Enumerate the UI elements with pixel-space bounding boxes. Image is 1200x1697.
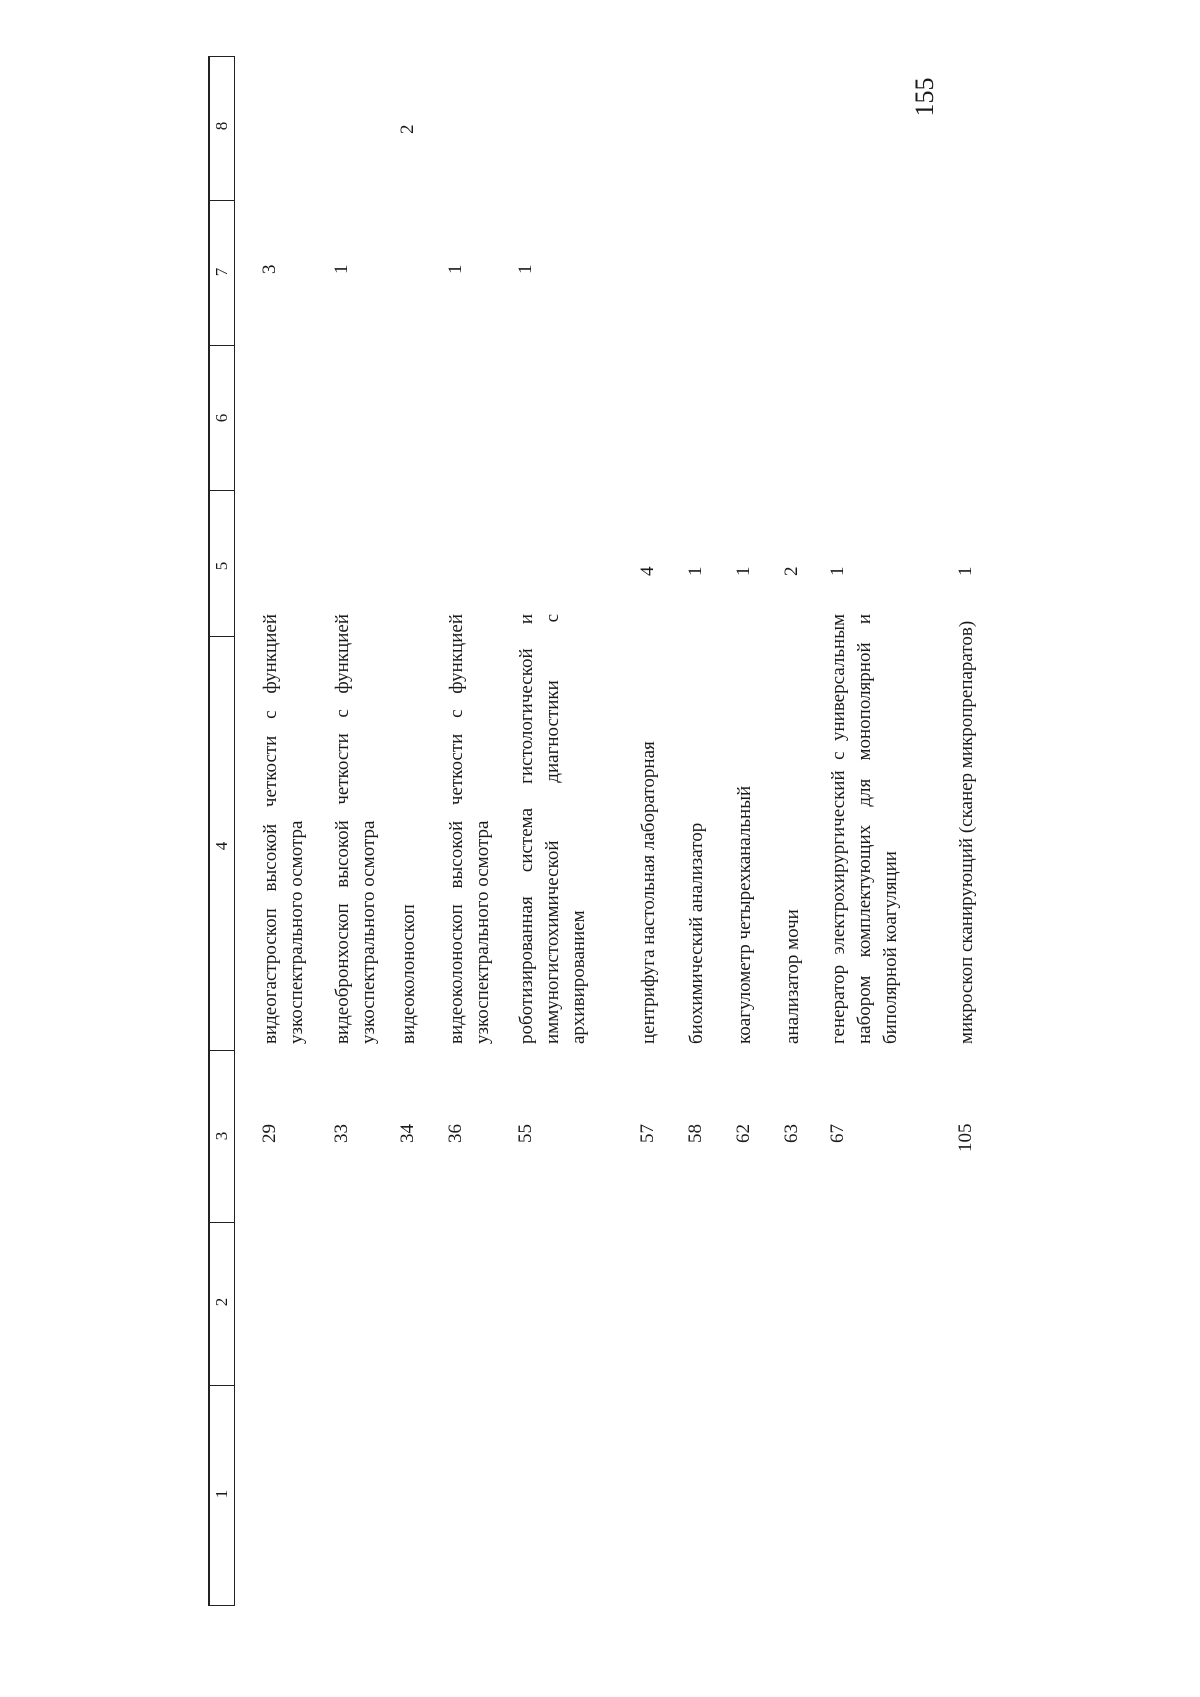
item-description: генератор электрохирургический с универсальным набором комплектующих для монополярной и биполярной коагуляции (828, 614, 901, 1044)
column-header-6: 6 (212, 413, 231, 423)
quantity-col5: 2 (781, 566, 802, 576)
item-description: биохимический анализатор (686, 822, 707, 1044)
row-number: 63 (781, 1124, 802, 1143)
column-header-2: 2 (212, 1297, 231, 1307)
item-description: центрифуга настольная лабораторная (638, 741, 659, 1044)
quantity-col8: 2 (397, 124, 418, 134)
item-description: видеоколоноскоп высокой четкости с функцией узкоспектрального осмотра (446, 614, 493, 1044)
table-header-border-right (234, 56, 235, 1606)
col-separator (208, 1050, 234, 1051)
quantity-col5: 1 (955, 566, 976, 576)
row-number: 34 (397, 1124, 418, 1143)
row-number: 67 (827, 1124, 848, 1143)
column-header-1: 1 (212, 1489, 231, 1499)
col-separator (208, 490, 234, 491)
column-header-4: 4 (212, 841, 231, 851)
row-number: 55 (515, 1124, 536, 1143)
item-description: микроскоп сканирующий (сканер микропрепаратов) (956, 620, 977, 1044)
col-separator (208, 1385, 234, 1386)
item-description: анализатор мочи (782, 909, 803, 1044)
column-header-8: 8 (212, 121, 231, 131)
col-separator (208, 636, 234, 637)
table-header-border-left (208, 56, 210, 1606)
column-header-7: 7 (212, 267, 231, 277)
quantity-col7: 3 (259, 264, 280, 274)
row-number: 62 (733, 1124, 754, 1143)
quantity-col5: 1 (827, 566, 848, 576)
row-number: 57 (637, 1124, 658, 1143)
quantity-col7: 1 (515, 264, 536, 274)
col-separator (208, 56, 234, 57)
row-number: 29 (259, 1124, 280, 1143)
quantity-col5: 1 (733, 566, 754, 576)
row-number: 58 (685, 1124, 706, 1143)
col-separator (208, 1222, 234, 1223)
quantity-col5: 4 (637, 566, 658, 576)
item-description: видеогастроскоп высокой четкости с функцией узкоспектрального осмотра (260, 614, 307, 1044)
quantity-col5: 1 (685, 566, 706, 576)
quantity-col7: 1 (331, 264, 352, 274)
col-separator (208, 345, 234, 346)
col-separator (208, 200, 234, 201)
row-number: 105 (955, 1123, 976, 1152)
row-number: 33 (331, 1124, 352, 1143)
item-description: видеоколоноскоп (398, 904, 419, 1044)
row-number: 36 (445, 1124, 466, 1143)
item-description: роботизированная система гистологической и иммуногистохимической диагностики с архивированием (516, 614, 589, 1044)
quantity-col7: 1 (445, 264, 466, 274)
column-header-3: 3 (212, 1131, 231, 1141)
page-number: 155 (910, 77, 939, 117)
item-description: видеобронхоскоп высокой четкости с функцией узкоспектрального осмотра (332, 614, 379, 1044)
col-separator (208, 1605, 234, 1606)
column-header-5: 5 (212, 561, 231, 571)
item-description: коагулометр четырехканальный (734, 785, 755, 1044)
